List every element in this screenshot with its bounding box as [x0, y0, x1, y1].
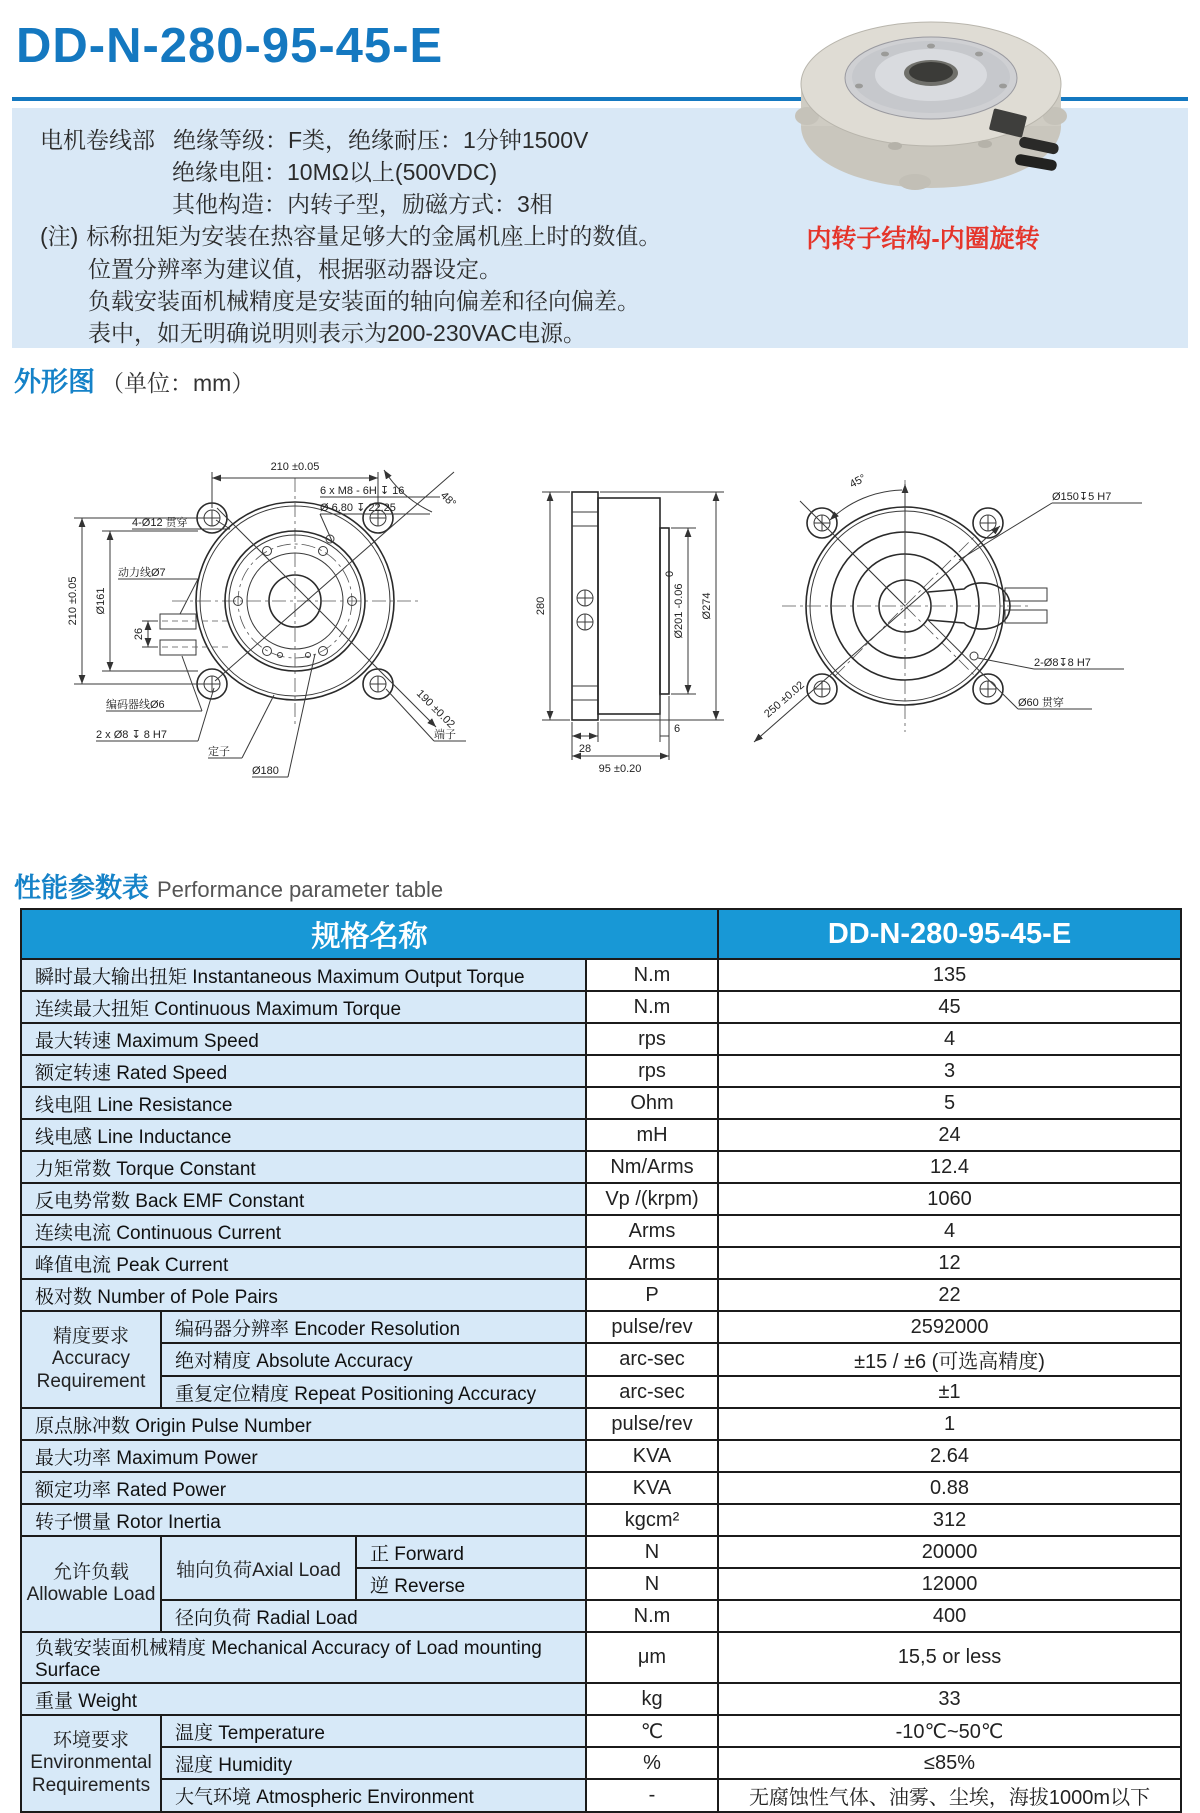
param-value: 2592000 [718, 1311, 1181, 1343]
front-view [67, 461, 466, 777]
param-unit: μm [586, 1632, 718, 1683]
note-prefix: (注) [40, 223, 79, 249]
param-unit: pulse/rev [586, 1408, 718, 1440]
table-row [21, 1055, 1181, 1087]
param-value: -10℃~50℃ [718, 1715, 1181, 1747]
param-value: 5 [718, 1087, 1181, 1119]
param-unit: ℃ [586, 1715, 718, 1747]
param-label: 最大功率 Maximum Power [21, 1440, 586, 1472]
table-row [21, 991, 1181, 1023]
param-unit: N [586, 1568, 718, 1600]
front-dim-angle: 48° [437, 489, 459, 510]
param-unit: kgcm² [586, 1504, 718, 1536]
param-label: 编码器分辨率 Encoder Resolution [161, 1311, 586, 1343]
axial-load-label: 轴向负荷Axial Load [161, 1536, 356, 1600]
param-label: 连续电流 Continuous Current [21, 1215, 586, 1247]
param-label: 瞬时最大输出扭矩 Instantaneous Maximum Output Torque [21, 959, 586, 991]
param-label: 额定转速 Rated Speed [21, 1055, 586, 1087]
front-dim-diag: 190 ±0.02 [413, 687, 457, 731]
param-label: 额定功率 Rated Power [21, 1472, 586, 1504]
info-note-4: 表中，如无明确说明则表示为200-230VAC电源。 [88, 320, 586, 346]
front-dim-top: 210 ±0.05 [270, 461, 320, 473]
table-row [21, 1343, 1181, 1376]
param-value: 1060 [718, 1183, 1181, 1215]
param-label: 湿度 Humidity [161, 1747, 586, 1779]
param-label: 最大转速 Maximum Speed [21, 1023, 586, 1055]
table-row [21, 959, 1181, 991]
param-label: 正 Forward [356, 1536, 586, 1568]
table-row [21, 1023, 1181, 1055]
side-dim-6: 6 [674, 723, 681, 735]
param-unit: KVA [586, 1440, 718, 1472]
param-unit: kg [586, 1683, 718, 1715]
performance-title-zh: 性能参数表 [14, 873, 149, 903]
param-value: 4 [718, 1023, 1181, 1055]
table-row [21, 1504, 1181, 1536]
page-title: DD-N-280-95-45-E [16, 19, 444, 73]
front-thread-callout-1: 6 x M8 - 6H ↧ 16 [320, 485, 405, 497]
param-label: 原点脉冲数 Origin Pulse Number [21, 1408, 586, 1440]
table-header-row [21, 909, 1181, 959]
side-dim-95: 95 ±0.20 [598, 763, 642, 775]
table-row [21, 1183, 1181, 1215]
front-dim-180: Ø180 [252, 765, 279, 777]
back-through-callout: Ø60 贯穿 [1018, 697, 1064, 709]
param-unit: Vp /(krpm) [586, 1183, 718, 1215]
param-label: 大气环境 Atmospheric Environment [161, 1779, 586, 1812]
param-unit: N.m [586, 1600, 718, 1632]
product-photo [795, 4, 1067, 204]
param-value: 135 [718, 959, 1181, 991]
param-unit: Arms [586, 1215, 718, 1247]
param-value: 0.88 [718, 1472, 1181, 1504]
spec-name-header: 规格名称 [21, 909, 718, 959]
param-unit: arc-sec [586, 1376, 718, 1408]
rotor-structure-note: 内转子结构-内圈旋转 [806, 225, 1040, 253]
back-bore-callout: Ø150↧5 H7 [1052, 491, 1112, 503]
accuracy-group-label: 精度要求 Accuracy Requirement [21, 1311, 161, 1408]
back-dim-angle: 45° [847, 472, 869, 491]
back-pins-callout: 2-Ø8↧8 H7 [1034, 657, 1091, 669]
performance-parameter-table [20, 908, 1182, 1813]
table-row [21, 1087, 1181, 1119]
param-unit: rps [586, 1055, 718, 1087]
param-value: 33 [718, 1683, 1181, 1715]
side-view [535, 492, 724, 775]
param-value: ±15 / ±6 (可选高精度) [718, 1343, 1181, 1376]
param-value: 2.64 [718, 1440, 1181, 1472]
param-label: 反电势常数 Back EMF Constant [21, 1183, 586, 1215]
param-value: 45 [718, 991, 1181, 1023]
table-row [21, 1215, 1181, 1247]
param-unit: KVA [586, 1472, 718, 1504]
front-dim-left: 210 ±0.05 [67, 576, 79, 626]
param-value: ±1 [718, 1376, 1181, 1408]
param-unit: N [586, 1536, 718, 1568]
back-view [754, 472, 1142, 742]
table-row [21, 1536, 1181, 1568]
outline-section-header [14, 360, 254, 399]
param-unit: pulse/rev [586, 1311, 718, 1343]
param-value: 312 [718, 1504, 1181, 1536]
table-row [21, 1440, 1181, 1472]
info-note-2: 位置分辨率为建议值，根据驱动器设定。 [88, 256, 502, 282]
info-note-1: (注) 标称扭矩为安装在热容量足够大的金属机座上时的数值。 [40, 223, 662, 249]
front-dim-26: 26 [133, 627, 145, 641]
param-value: 12 [718, 1247, 1181, 1279]
front-dim-161: Ø161 [95, 587, 107, 615]
param-label: 线电感 Line Inductance [21, 1119, 586, 1151]
param-unit: rps [586, 1023, 718, 1055]
table-row [21, 1779, 1181, 1812]
performance-section-header [14, 866, 443, 905]
param-label: 连续最大扭矩 Continuous Maximum Torque [21, 991, 586, 1023]
param-unit: Ohm [586, 1087, 718, 1119]
param-label: 极对数 Number of Pole Pairs [21, 1279, 586, 1311]
info-line-structure: 其他构造：内转子型，励磁方式：3相 [172, 191, 553, 217]
param-unit: - [586, 1779, 718, 1812]
front-stator-label: 定子 [208, 746, 230, 758]
param-value: 12000 [718, 1568, 1181, 1600]
table-row [21, 1151, 1181, 1183]
table-row [21, 1119, 1181, 1151]
param-unit: % [586, 1747, 718, 1779]
outline-drawing [12, 408, 1188, 806]
param-unit: mH [586, 1119, 718, 1151]
param-value: 400 [718, 1600, 1181, 1632]
param-unit: Arms [586, 1247, 718, 1279]
param-label: 负载安装面机械精度 Mechanical Accuracy of Load mounting Surface [21, 1632, 586, 1683]
table-row [21, 1279, 1181, 1311]
param-unit: Nm/Arms [586, 1151, 718, 1183]
param-label: 力矩常数 Torque Constant [21, 1151, 586, 1183]
table-row [21, 1376, 1181, 1408]
table-row [21, 1747, 1181, 1779]
param-unit: P [586, 1279, 718, 1311]
table-row [21, 1408, 1181, 1440]
front-through-callout: 4-Ø12 贯穿 [132, 517, 188, 529]
param-value: 无腐蚀性气体、油雾、尘埃，海拔1000m以下 [718, 1779, 1181, 1812]
table-row [21, 1311, 1181, 1343]
param-value: 20000 [718, 1536, 1181, 1568]
param-unit: arc-sec [586, 1343, 718, 1376]
performance-title-en: Performance parameter table [157, 877, 444, 902]
param-value: 15,5 or less [718, 1632, 1181, 1683]
front-terminal-label: 端子 [434, 729, 456, 741]
side-dim-201: Ø201 -0.06 [673, 583, 685, 639]
table-row [21, 1632, 1181, 1683]
param-label: 逆 Reverse [356, 1568, 586, 1600]
param-label: 重量 Weight [21, 1683, 586, 1715]
front-encoder-line-callout: 编码器线Ø6 [106, 699, 165, 711]
table-row [21, 1247, 1181, 1279]
front-power-line-callout: 动力线Ø7 [118, 567, 166, 579]
outline-title: 外形图 [14, 367, 95, 397]
front-thread-callout-2: Ø 6.80 ↧ 22.25 [320, 502, 396, 514]
param-value: ≤85% [718, 1747, 1181, 1779]
side-dim-201-sup: 0 [664, 570, 676, 577]
table-row [21, 1600, 1181, 1632]
param-unit: N.m [586, 991, 718, 1023]
side-dim-280: 280 [535, 596, 547, 616]
model-header: DD-N-280-95-45-E [718, 909, 1181, 959]
param-value: 3 [718, 1055, 1181, 1087]
back-dim-diag: 250 ±0.02 [762, 679, 807, 721]
table-row [21, 1472, 1181, 1504]
param-label: 峰值电流 Peak Current [21, 1247, 586, 1279]
info-note-3: 负载安装面机械精度是安装面的轴向偏差和径向偏差。 [88, 288, 640, 314]
environment-group-label: 环境要求 Environmental Requirements [21, 1715, 161, 1812]
param-unit: N.m [586, 959, 718, 991]
param-label: 径向负荷 Radial Load [161, 1600, 586, 1632]
side-dim-28: 28 [578, 743, 592, 755]
param-label: 线电阻 Line Resistance [21, 1087, 586, 1119]
param-label: 重复定位精度 Repeat Positioning Accuracy [161, 1376, 586, 1408]
outline-unit: （单位：mm） [101, 370, 255, 396]
info-line-prefix: 电机卷线部 [40, 127, 155, 153]
param-label: 绝对精度 Absolute Accuracy [161, 1343, 586, 1376]
info-line-resistance: 绝缘电阻：10MΩ以上(500VDC) [172, 159, 498, 185]
side-dim-274: Ø274 [701, 592, 713, 620]
table-row [21, 1683, 1181, 1715]
load-group-label: 允许负载 Allowable Load [21, 1536, 161, 1632]
param-value: 4 [718, 1215, 1181, 1247]
param-value: 24 [718, 1119, 1181, 1151]
front-pins-callout: 2 x Ø8 ↧ 8 H7 [96, 729, 167, 741]
param-value: 22 [718, 1279, 1181, 1311]
info-line-insulation: 电机卷线部 绝缘等级：F类，绝缘耐压：1分钟1500V [40, 127, 589, 153]
param-label: 转子惯量 Rotor Inertia [21, 1504, 586, 1536]
param-value: 12.4 [718, 1151, 1181, 1183]
param-value: 1 [718, 1408, 1181, 1440]
param-label: 温度 Temperature [161, 1715, 586, 1747]
table-row [21, 1715, 1181, 1747]
